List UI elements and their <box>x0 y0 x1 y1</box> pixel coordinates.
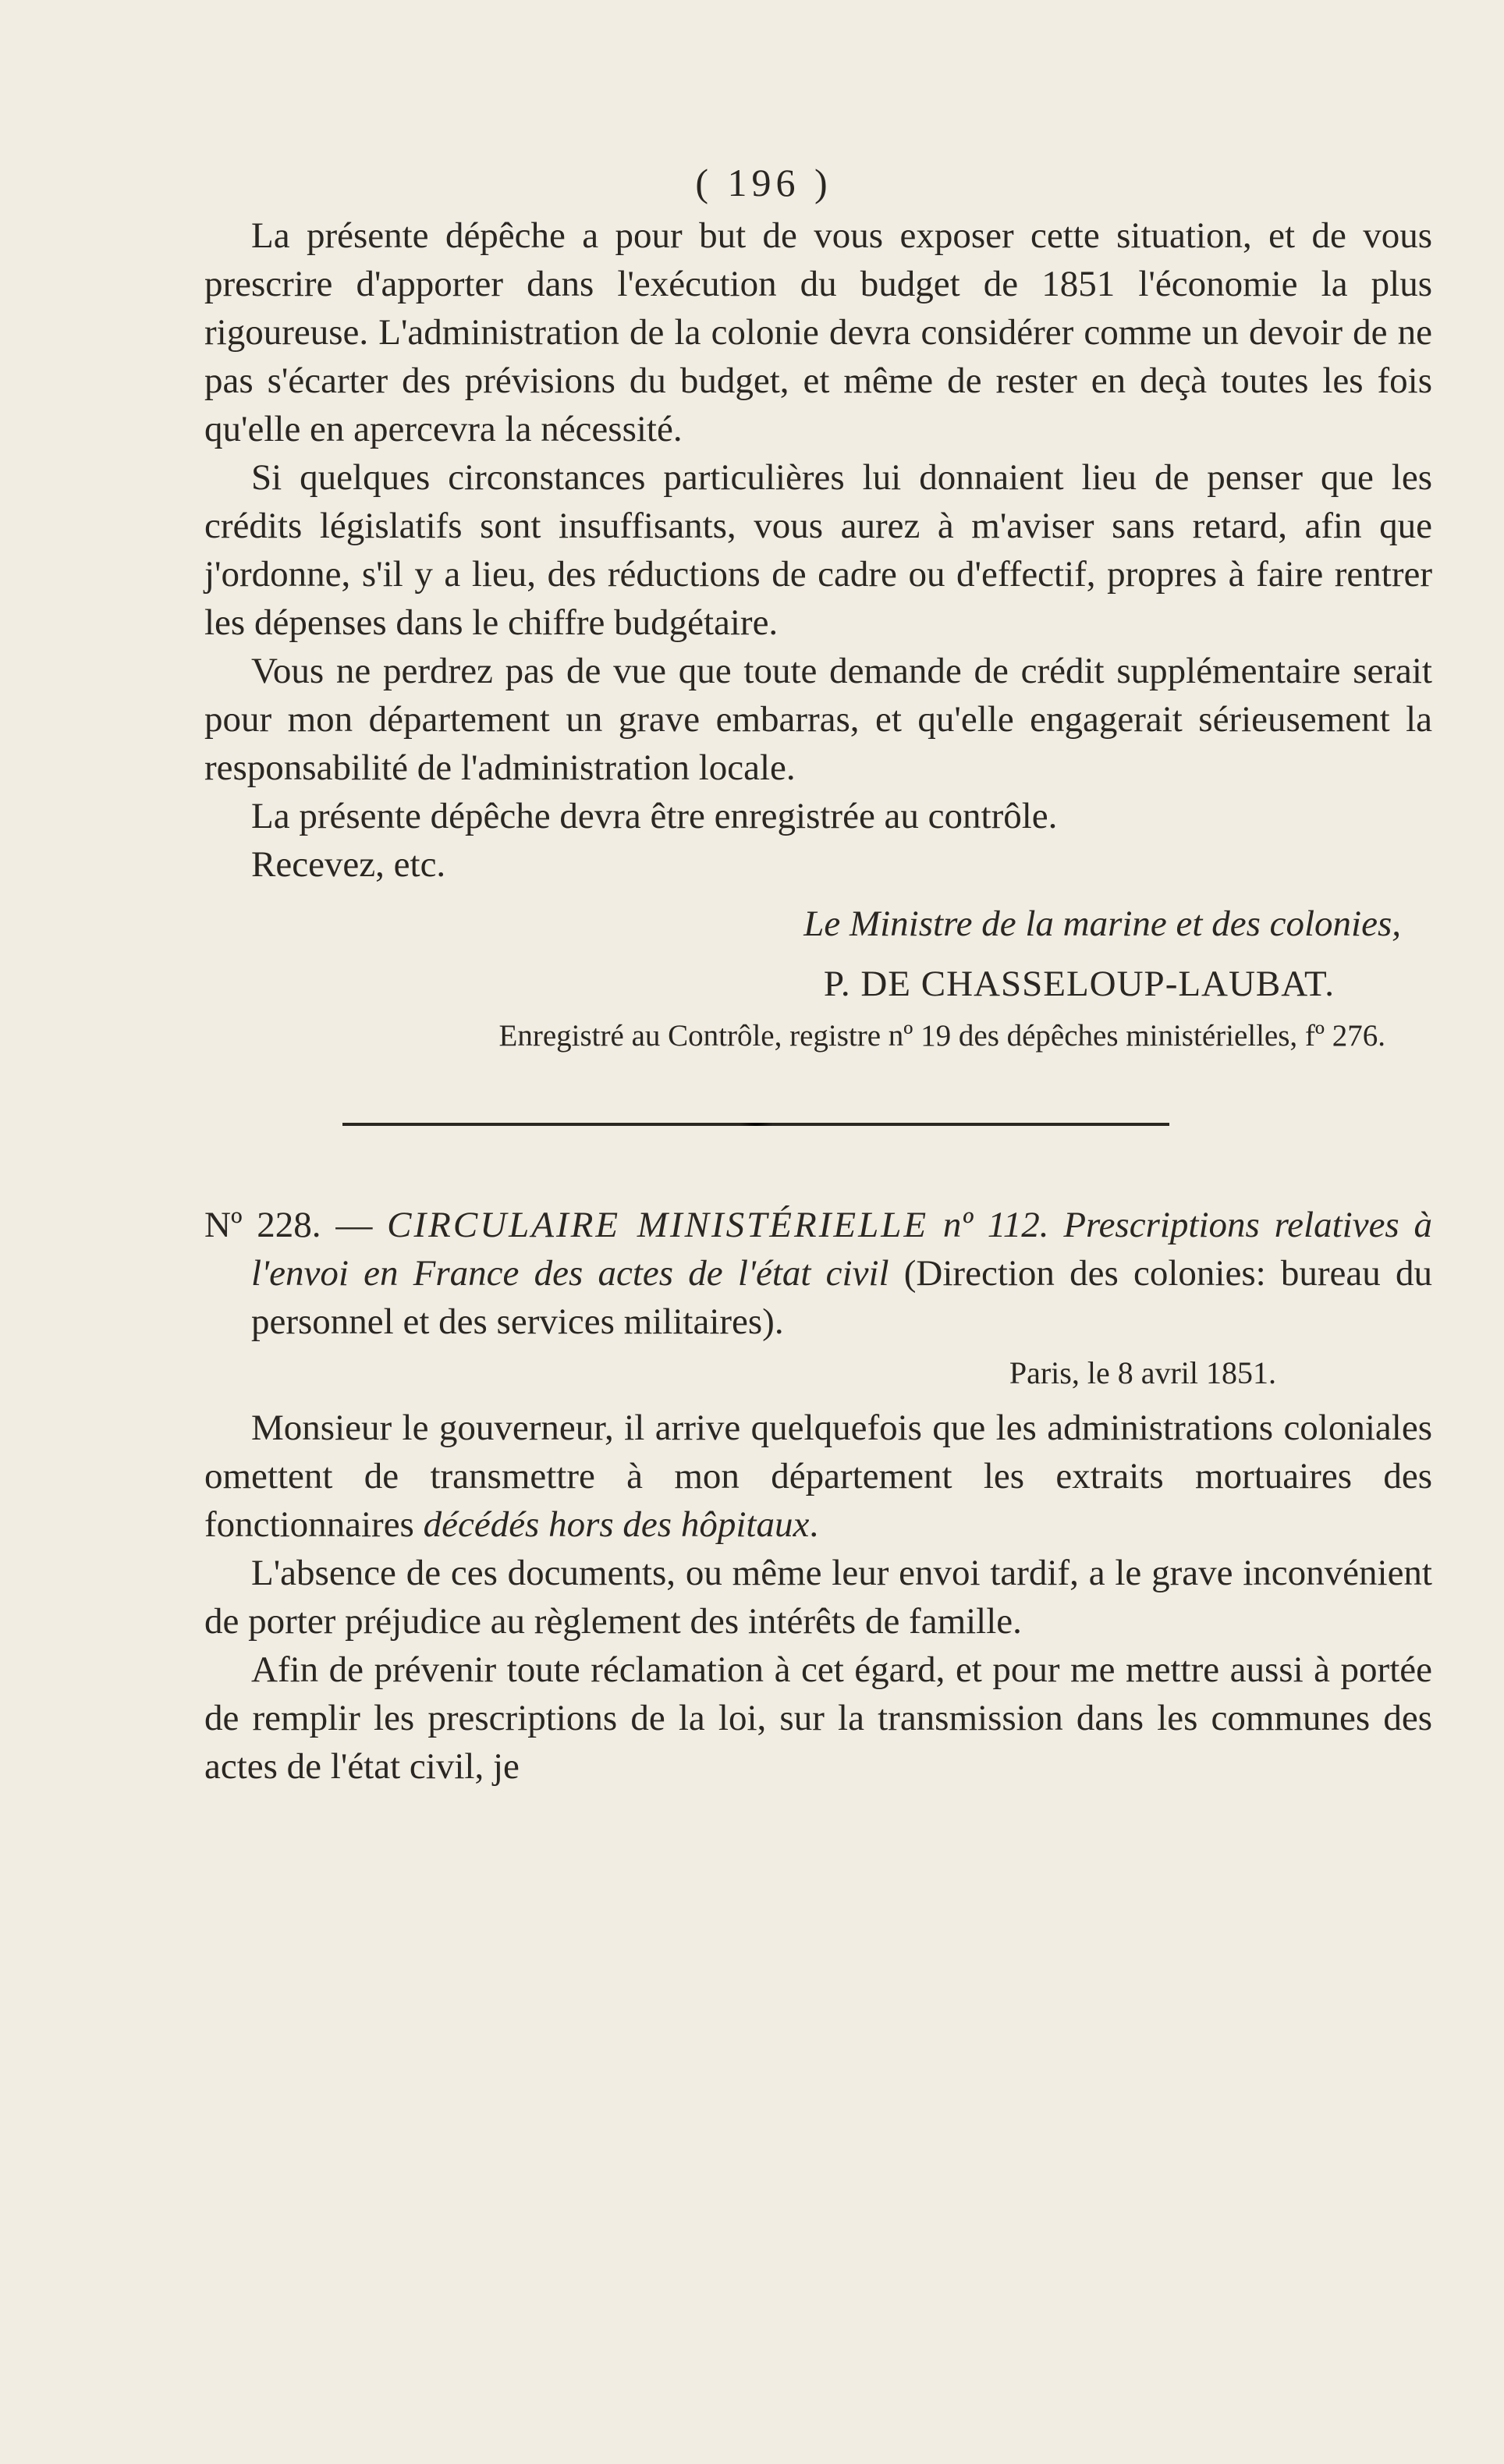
paragraph-end: . <box>809 1504 819 1545</box>
circular-number: Nº 228. — <box>204 1205 373 1245</box>
registration-note: Enregistré au Contrôle, registre nº 19 des dépêches ministérielles, fº 276. <box>498 1019 1385 1053</box>
paragraph: L'absence de ces documents, ou même leur envoi tardif, a le grave inconvénient de porter préjudice au règlement des intérêts de famille. <box>204 1553 1432 1642</box>
paragraph: Si quelques circonstances particulières lui donnaient lieu de penser que les crédits législatifs sont insuffisants, vous aurez à m'aviser sans retard, afin que j'ordonne, s'il y a lieu, des réductions de cadre ou d'effectif, propres à faire rentrer les dépenses dans le chiffre budgétaire. <box>204 457 1432 643</box>
signature-name: P. DE CHASSELOUP-LAUBAT. <box>823 964 1335 1004</box>
paragraph: La présente dépêche devra être enregistrée au contrôle. <box>251 796 1058 836</box>
dispatch-body <box>204 211 1432 889</box>
paragraph: Recevez, etc. <box>251 844 446 885</box>
paragraph: La présente dépêche a pour but de vous exposer cette situation, et de vous prescrire d'apporter dans l'exécution du budget de 1851 l'économie la plus rigoureuse. L'administration de la colonie devra considérer comme un devoir de ne pas s'écarter des prévisions du budget, et même de rester en deçà toutes les fois qu'elle en apercevra la nécessité. <box>204 215 1432 449</box>
paragraph: Afin de prévenir toute réclamation à cet égard, et pour me mettre aussi à portée de remplir les prescriptions de la loi, sur la transmission dans les communes des actes de l'état civil, je <box>204 1649 1432 1787</box>
dateline: Paris, le 8 avril 1851. <box>1009 1355 1276 1390</box>
circular-title: CIRCULAIRE MINISTÉRIELLE <box>387 1205 929 1245</box>
paragraph-emphasis: décédés hors des hôpitaux <box>423 1504 810 1545</box>
circular-direction: (Direction des colonies: bureau du personnel et des services militaires). <box>251 1253 1432 1342</box>
page-number: ( 196 ) <box>695 161 832 204</box>
circular-heading <box>204 1201 1432 1346</box>
paragraph-text: Monsieur le gouverneur, il arrive quelquefois que les administrations coloniales omettent de transmettre à mon département les extraits mortuaires des fonctionnaires <box>204 1408 1432 1545</box>
paragraph: Vous ne perdrez pas de vue que toute demande de crédit supplémentaire serait pour mon département un grave embarras, et qu'elle engagerait sérieusement la responsabilité de l'administration locale. <box>204 651 1432 788</box>
circular-subject: Prescriptions relatives à l'envoi en France des actes de l'état civil <box>251 1205 1433 1294</box>
circular-body <box>204 1404 1432 1791</box>
paragraph <box>204 1404 1432 1549</box>
signature-title: Le Ministre de la marine et des colonies, <box>803 904 1401 944</box>
section-divider <box>342 1123 1169 1126</box>
circular-title-suffix: nº 112. <box>942 1205 1049 1245</box>
